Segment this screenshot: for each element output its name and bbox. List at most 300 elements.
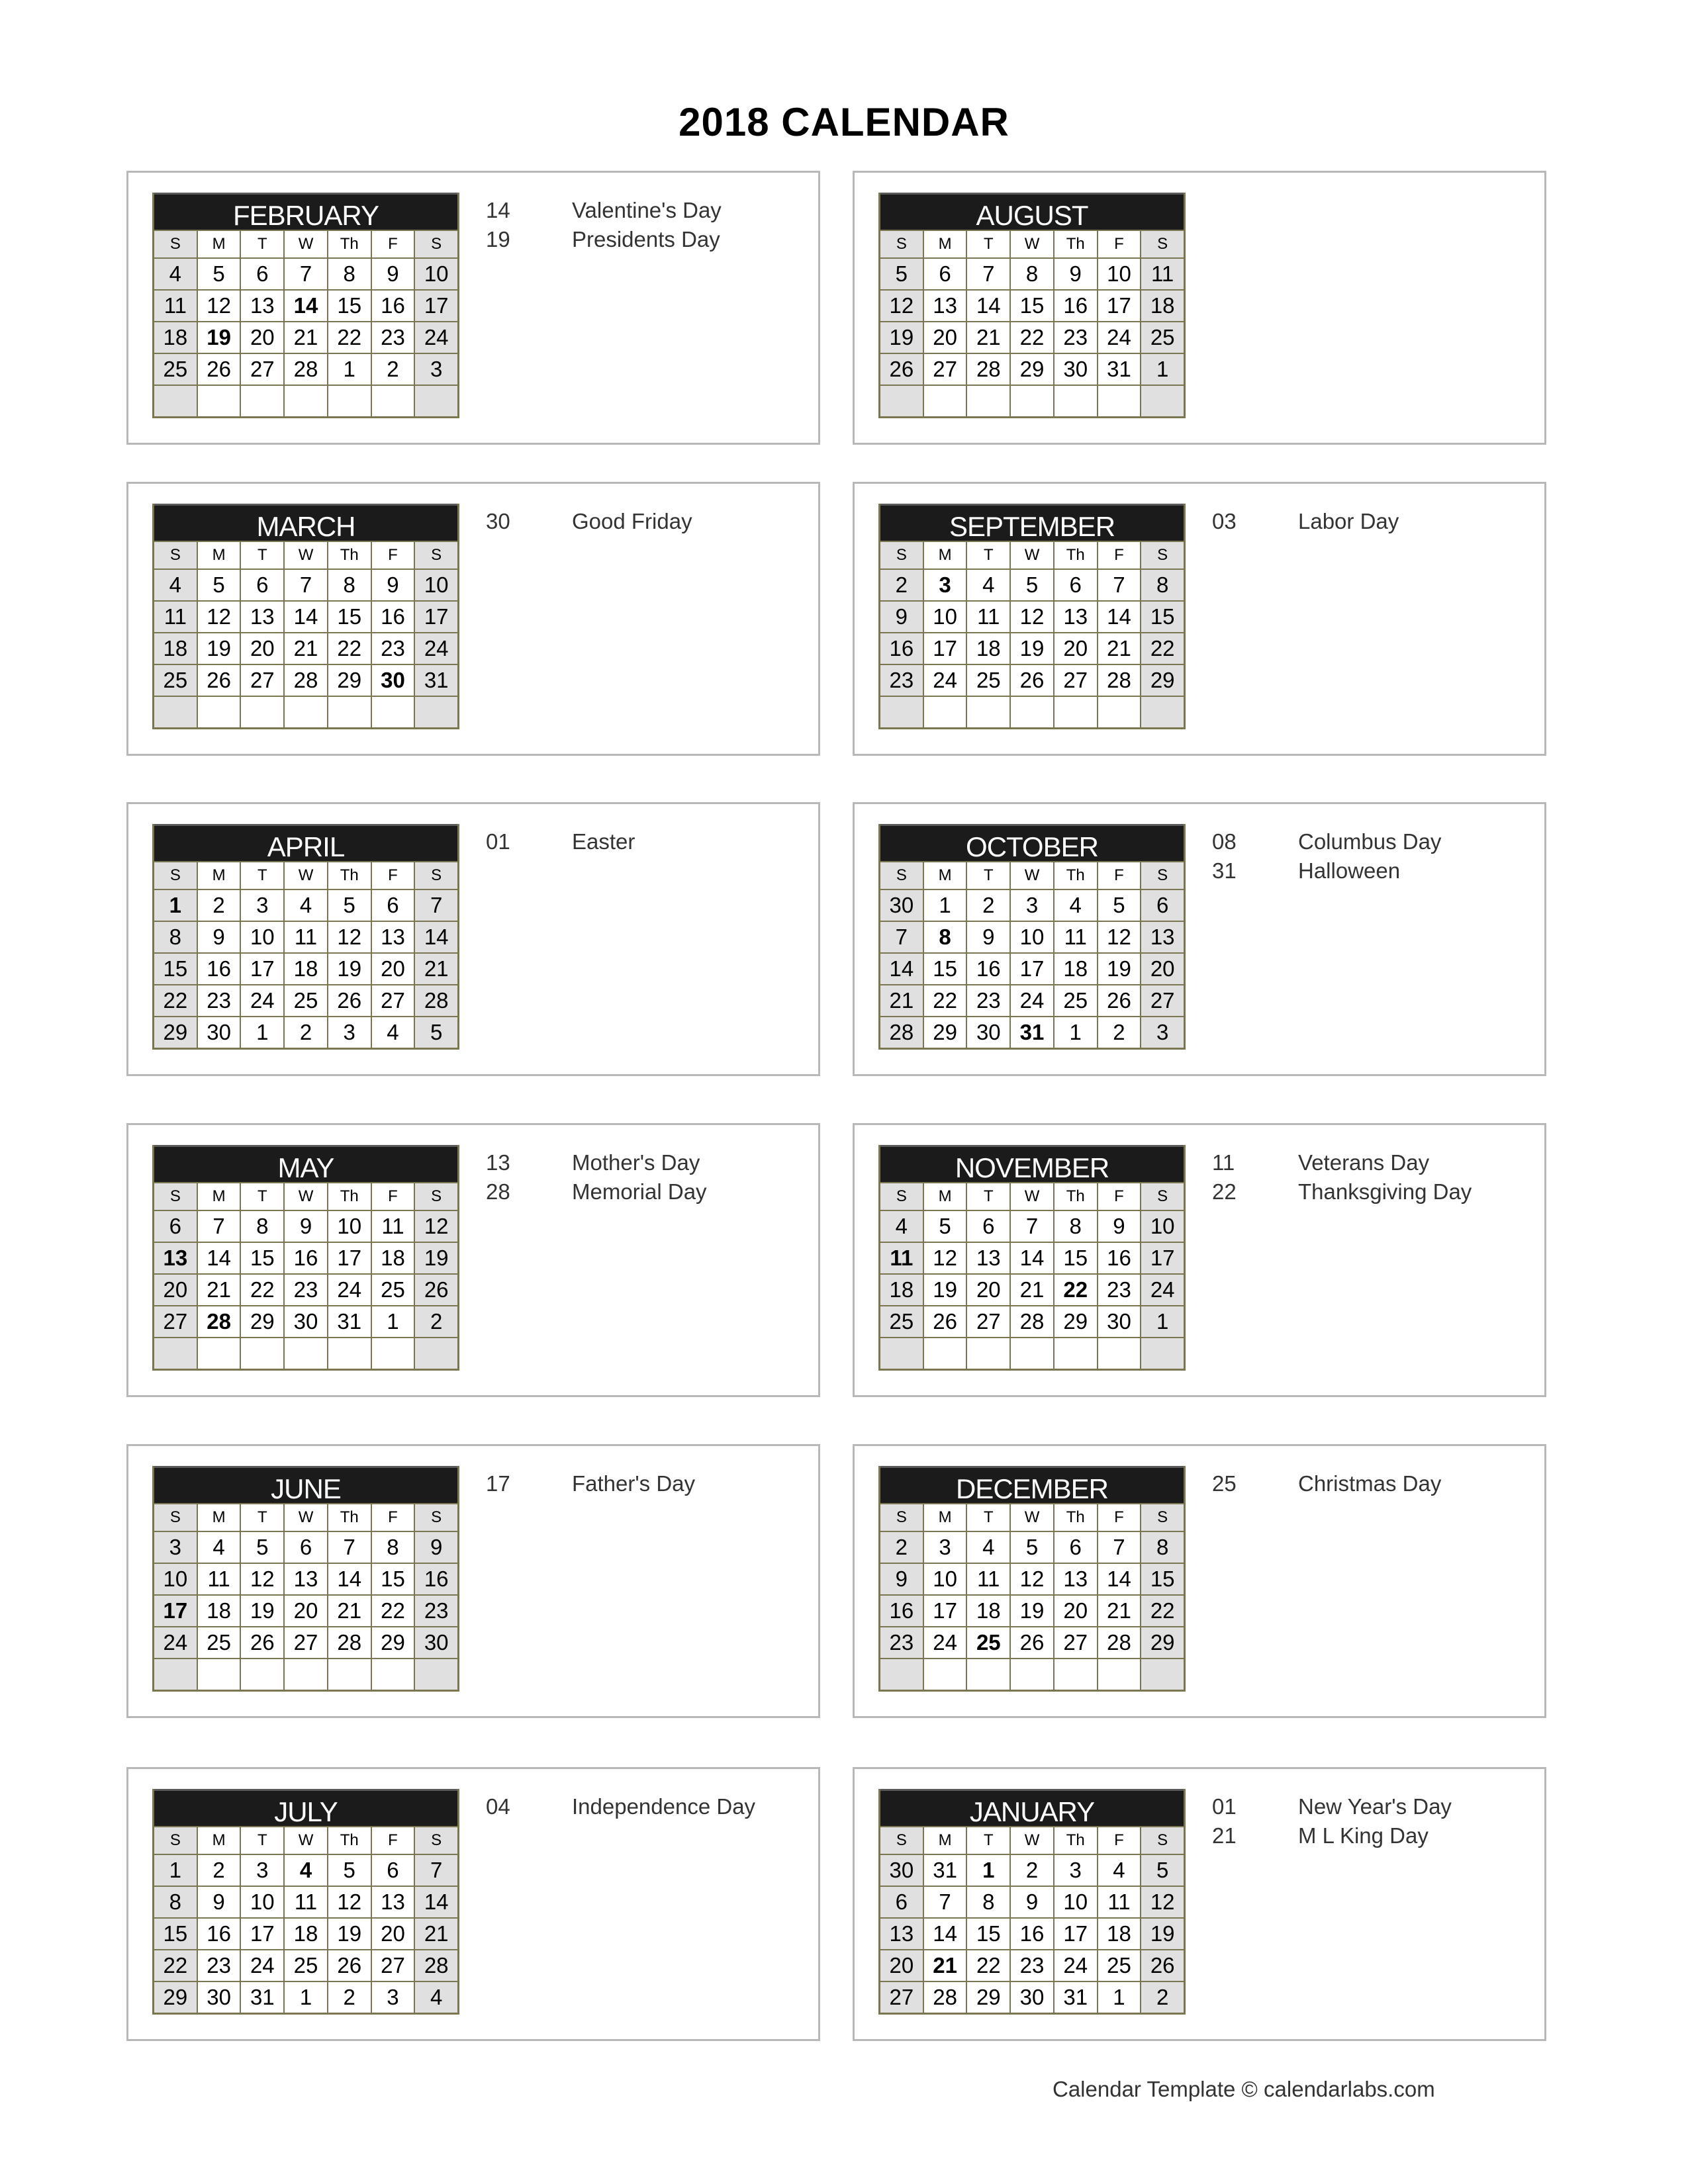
day-cell: 29 [154,1017,198,1048]
day-cell: 1 [241,1017,285,1048]
day-cell [1098,386,1142,416]
holiday-name: Independence Day [572,1794,756,1819]
day-cell: 5 [415,1017,457,1048]
day-cell: 2 [967,890,1011,921]
day-cell: 26 [241,1627,285,1658]
weekday-label: F [1098,862,1142,889]
mini-calendar [152,824,459,1050]
day-cell: 12 [198,291,242,321]
day-cell [328,697,372,727]
day-cell: 1 [1055,1017,1098,1048]
day-cell: 23 [198,1950,242,1981]
weekday-label: W [285,1827,328,1854]
day-cell [880,386,924,416]
day-cell: 3 [372,1982,416,2013]
holiday-name: Father's Day [572,1471,696,1496]
day-cell: 3 [328,1017,372,1048]
day-cell: 31 [241,1982,285,2013]
day-cell: 5 [880,259,924,289]
day-cell: 28 [285,665,328,696]
month-panel-october [853,802,1546,1076]
day-cell: 2 [372,354,416,385]
day-cell: 24 [415,633,457,664]
day-cell: 15 [1141,1564,1184,1594]
day-cell: 31 [924,1855,968,1886]
day-cell: 30 [198,1982,242,2013]
weekday-label: W [285,1183,328,1210]
month-panel-august [853,171,1546,445]
day-cell: 22 [372,1596,416,1626]
weekday-label: T [241,1183,285,1210]
weekday-label: T [967,862,1011,889]
month-name: MAY [154,1145,457,1182]
day-cell: 23 [967,985,1011,1016]
day-cell: 30 [1055,354,1098,385]
day-cell: 23 [198,985,242,1016]
day-cell: 9 [372,570,416,600]
day-cell: 13 [880,1919,924,1949]
day-cell: 1 [1141,354,1184,385]
day-cell: 27 [154,1306,198,1337]
weekday-label: W [1011,1827,1055,1854]
weekday-label: S [154,542,198,569]
day-cell: 12 [1011,1564,1055,1594]
holiday-name: Labor Day [1298,509,1399,533]
month-panel-september [853,482,1546,756]
day-cell: 29 [1055,1306,1098,1337]
day-cell: 21 [328,1596,372,1626]
weekday-label: M [198,542,242,569]
week-row [154,321,457,353]
week-row [154,632,457,664]
day-cell: 24 [415,322,457,353]
day-cell [285,1659,328,1690]
day-cell [1055,1659,1098,1690]
day-cell: 11 [967,1564,1011,1594]
day-cell: 24 [241,985,285,1016]
day-cell: 6 [241,570,285,600]
day-cell: 7 [967,259,1011,289]
weekday-label: F [372,1827,416,1854]
weekday-header-row [880,861,1184,889]
day-cell: 6 [967,1211,1011,1242]
day-cell: 16 [1011,1919,1055,1949]
day-cell: 30 [198,1017,242,1048]
day-cell: 13 [241,602,285,632]
day-cell: 31 [328,1306,372,1337]
holiday-item [486,828,804,857]
day-cell: 21 [1098,1596,1142,1626]
weekday-label: W [1011,1504,1055,1531]
weekday-label: Th [328,1183,372,1210]
day-cell: 27 [967,1306,1011,1337]
week-row [880,1531,1184,1563]
week-row [154,289,457,321]
holiday-list [486,1149,804,1207]
day-cell: 19 [415,1243,457,1273]
day-cell [880,697,924,727]
holiday-date: 14 [486,198,510,222]
day-cell: 15 [328,602,372,632]
day-cell: 30 [285,1306,328,1337]
weekday-label: S [880,231,924,257]
day-cell: 18 [154,322,198,353]
day-cell: 20 [1055,633,1098,664]
day-cell: 22 [1055,1275,1098,1305]
day-cell: 8 [924,922,968,952]
day-cell: 14 [924,1919,968,1949]
weekday-header-row [880,541,1184,569]
weekday-label: W [285,542,328,569]
week-row [154,921,457,952]
holiday-date: 01 [486,829,510,854]
day-cell: 25 [285,1950,328,1981]
day-cell: 24 [1141,1275,1184,1305]
mini-calendar [878,1145,1186,1371]
day-cell [1011,1338,1055,1369]
weekday-label: S [154,1504,198,1531]
day-cell [285,1338,328,1369]
day-cell: 13 [1055,1564,1098,1594]
weekday-label: F [372,542,416,569]
weekday-label: Th [328,542,372,569]
day-cell: 15 [1011,291,1055,321]
weekday-label: S [415,862,457,889]
weekday-label: M [924,231,968,257]
day-cell [285,697,328,727]
weekday-label: Th [1055,1504,1098,1531]
day-cell: 24 [1055,1950,1098,1981]
week-row [154,1337,457,1369]
day-cell [241,1659,285,1690]
day-cell: 8 [241,1211,285,1242]
day-cell: 6 [1055,1532,1098,1563]
holiday-name: Halloween [1298,858,1401,883]
week-row [880,696,1184,727]
day-cell: 25 [198,1627,242,1658]
day-cell: 24 [924,665,968,696]
day-cell: 11 [198,1564,242,1594]
day-cell: 22 [328,322,372,353]
day-cell: 1 [154,1855,198,1886]
day-cell [154,1338,198,1369]
weekday-label: S [415,1827,457,1854]
week-row [154,1016,457,1048]
day-cell: 18 [198,1596,242,1626]
holiday-date: 31 [1212,858,1237,883]
holiday-item [1212,828,1530,857]
month-name: FEBRUARY [154,193,457,230]
day-cell: 17 [241,954,285,984]
day-cell: 20 [967,1275,1011,1305]
day-cell [1055,1338,1098,1369]
holiday-list [1212,1793,1530,1851]
day-cell [1141,1338,1184,1369]
day-cell: 7 [880,922,924,952]
day-cell: 14 [285,291,328,321]
holiday-name: Christmas Day [1298,1471,1442,1496]
holiday-item [486,226,804,255]
weekday-label: T [241,862,285,889]
week-row [880,569,1184,600]
week-row [154,984,457,1016]
week-row [880,1886,1184,1917]
day-cell: 1 [924,890,968,921]
mini-calendar [152,1145,459,1371]
day-cell [198,697,242,727]
holiday-name: New Year's Day [1298,1794,1452,1819]
holiday-name: Valentine's Day [572,198,722,222]
day-cell: 17 [328,1243,372,1273]
weekday-header-row [880,1182,1184,1210]
day-cell: 15 [967,1919,1011,1949]
day-cell: 12 [1141,1887,1184,1917]
holiday-date: 28 [486,1179,510,1204]
day-cell: 5 [198,259,242,289]
day-cell: 11 [372,1211,416,1242]
day-cell: 14 [328,1564,372,1594]
day-cell [372,386,416,416]
week-row [154,385,457,416]
day-cell: 5 [198,570,242,600]
day-cell: 3 [415,354,457,385]
day-cell [154,1659,198,1690]
day-cell: 8 [154,1887,198,1917]
day-cell: 3 [241,890,285,921]
day-cell: 5 [1141,1855,1184,1886]
day-cell: 22 [924,985,968,1016]
day-cell: 23 [880,665,924,696]
day-cell: 16 [967,954,1011,984]
day-cell: 23 [372,322,416,353]
day-cell [924,1338,968,1369]
day-cell: 10 [154,1564,198,1594]
weekday-label: S [154,862,198,889]
week-row [154,353,457,385]
week-row [880,984,1184,1016]
day-cell: 1 [967,1855,1011,1886]
day-cell: 21 [285,322,328,353]
day-cell: 13 [372,1887,416,1917]
weekday-label: W [285,862,328,889]
day-cell: 20 [241,633,285,664]
day-cell: 2 [1098,1017,1142,1048]
day-cell: 21 [285,633,328,664]
day-cell [198,1338,242,1369]
day-cell: 6 [924,259,968,289]
weekday-label: Th [328,231,372,257]
holiday-name: Veterans Day [1298,1150,1430,1175]
day-cell: 8 [154,922,198,952]
day-cell: 9 [198,922,242,952]
day-cell: 27 [924,354,968,385]
weekday-label: W [285,1504,328,1531]
day-cell: 21 [1011,1275,1055,1305]
holiday-date: 03 [1212,509,1237,533]
day-cell: 17 [924,1596,968,1626]
day-cell: 22 [154,985,198,1016]
month-name: DECEMBER [880,1466,1184,1503]
day-cell: 29 [328,665,372,696]
weekday-label: T [967,542,1011,569]
week-row [154,1305,457,1337]
day-cell: 8 [967,1887,1011,1917]
weekday-label: W [1011,862,1055,889]
day-cell: 15 [372,1564,416,1594]
day-cell: 29 [1141,665,1184,696]
weekday-label: T [967,231,1011,257]
weekday-label: S [415,231,457,257]
week-row [880,257,1184,289]
day-cell: 2 [198,890,242,921]
day-cell: 20 [1055,1596,1098,1626]
day-cell: 10 [1141,1211,1184,1242]
day-cell: 4 [285,1855,328,1886]
day-cell: 15 [241,1243,285,1273]
day-cell: 18 [1055,954,1098,984]
day-cell: 17 [241,1919,285,1949]
weekday-label: W [285,231,328,257]
day-cell [880,1659,924,1690]
day-cell: 14 [1098,1564,1142,1594]
weekday-label: Th [1055,231,1098,257]
day-cell [328,1338,372,1369]
weekday-label: M [924,1183,968,1210]
day-cell: 11 [154,291,198,321]
day-cell: 29 [1141,1627,1184,1658]
month-panel-november [853,1123,1546,1397]
day-cell: 12 [880,291,924,321]
day-cell: 27 [285,1627,328,1658]
day-cell: 17 [924,633,968,664]
month-name: APRIL [154,824,457,861]
day-cell: 7 [328,1532,372,1563]
day-cell: 20 [285,1596,328,1626]
day-cell: 28 [285,354,328,385]
week-row [154,1917,457,1949]
holiday-date: 13 [486,1150,510,1175]
day-cell: 9 [198,1887,242,1917]
day-cell: 29 [1011,354,1055,385]
day-cell: 25 [154,665,198,696]
weekday-label: Th [328,862,372,889]
day-cell: 21 [967,322,1011,353]
day-cell [241,1338,285,1369]
day-cell [198,386,242,416]
weekday-label: T [241,542,285,569]
weekday-label: S [1141,231,1184,257]
weekday-label: Th [1055,862,1098,889]
day-cell: 12 [241,1564,285,1594]
weekday-label: Th [1055,1183,1098,1210]
day-cell: 15 [1055,1243,1098,1273]
month-panel-february [126,171,820,445]
day-cell: 28 [924,1982,968,2013]
day-cell: 27 [1055,665,1098,696]
week-row [154,1210,457,1242]
day-cell: 2 [880,1532,924,1563]
day-cell: 16 [880,1596,924,1626]
holiday-list [486,828,804,857]
day-cell: 3 [1141,1017,1184,1048]
day-cell: 14 [415,1887,457,1917]
day-cell: 13 [1055,602,1098,632]
day-cell: 1 [154,890,198,921]
day-cell: 9 [285,1211,328,1242]
day-cell: 26 [1011,665,1055,696]
holiday-date: 17 [486,1471,510,1496]
day-cell [415,697,457,727]
week-row [880,952,1184,984]
week-row [880,1626,1184,1658]
holiday-date: 11 [1212,1150,1235,1175]
mini-calendar [152,193,459,418]
holiday-list [1212,1470,1530,1499]
day-cell: 6 [372,1855,416,1886]
day-cell: 9 [372,259,416,289]
day-cell [241,697,285,727]
day-cell: 28 [1011,1306,1055,1337]
weekday-label: F [1098,1827,1142,1854]
day-cell [967,697,1011,727]
day-cell: 23 [880,1627,924,1658]
week-row [880,385,1184,416]
month-panel-june [126,1444,820,1718]
day-cell: 27 [1141,985,1184,1016]
day-cell: 13 [924,291,968,321]
day-cell: 28 [328,1627,372,1658]
day-cell: 9 [1011,1887,1055,1917]
weekday-header-row [154,230,457,257]
day-cell: 13 [1141,922,1184,952]
day-cell: 20 [1141,954,1184,984]
week-row [154,664,457,696]
day-cell: 29 [154,1982,198,2013]
day-cell: 8 [328,570,372,600]
day-cell: 8 [1055,1211,1098,1242]
day-cell: 11 [1055,922,1098,952]
month-name: JANUARY [880,1789,1184,1826]
day-cell: 7 [415,1855,457,1886]
day-cell: 24 [924,1627,968,1658]
day-cell: 5 [1098,890,1142,921]
day-cell: 22 [1141,1596,1184,1626]
weekday-label: S [415,542,457,569]
day-cell: 18 [285,1919,328,1949]
week-row [880,1337,1184,1369]
day-cell: 25 [967,665,1011,696]
day-cell: 3 [924,570,968,600]
day-cell: 11 [967,602,1011,632]
day-cell: 12 [1098,922,1142,952]
week-row [154,600,457,632]
day-cell: 4 [154,570,198,600]
day-cell: 2 [198,1855,242,1886]
day-cell: 10 [241,922,285,952]
weekday-label: S [1141,1504,1184,1531]
mini-calendar [152,504,459,729]
weekday-label: S [880,1827,924,1854]
day-cell: 3 [924,1532,968,1563]
week-row [154,1658,457,1690]
weekday-label: F [372,862,416,889]
week-row [880,289,1184,321]
day-cell [328,386,372,416]
day-cell: 24 [1011,985,1055,1016]
day-cell: 3 [241,1855,285,1886]
day-cell: 29 [924,1017,968,1048]
day-cell: 9 [415,1532,457,1563]
